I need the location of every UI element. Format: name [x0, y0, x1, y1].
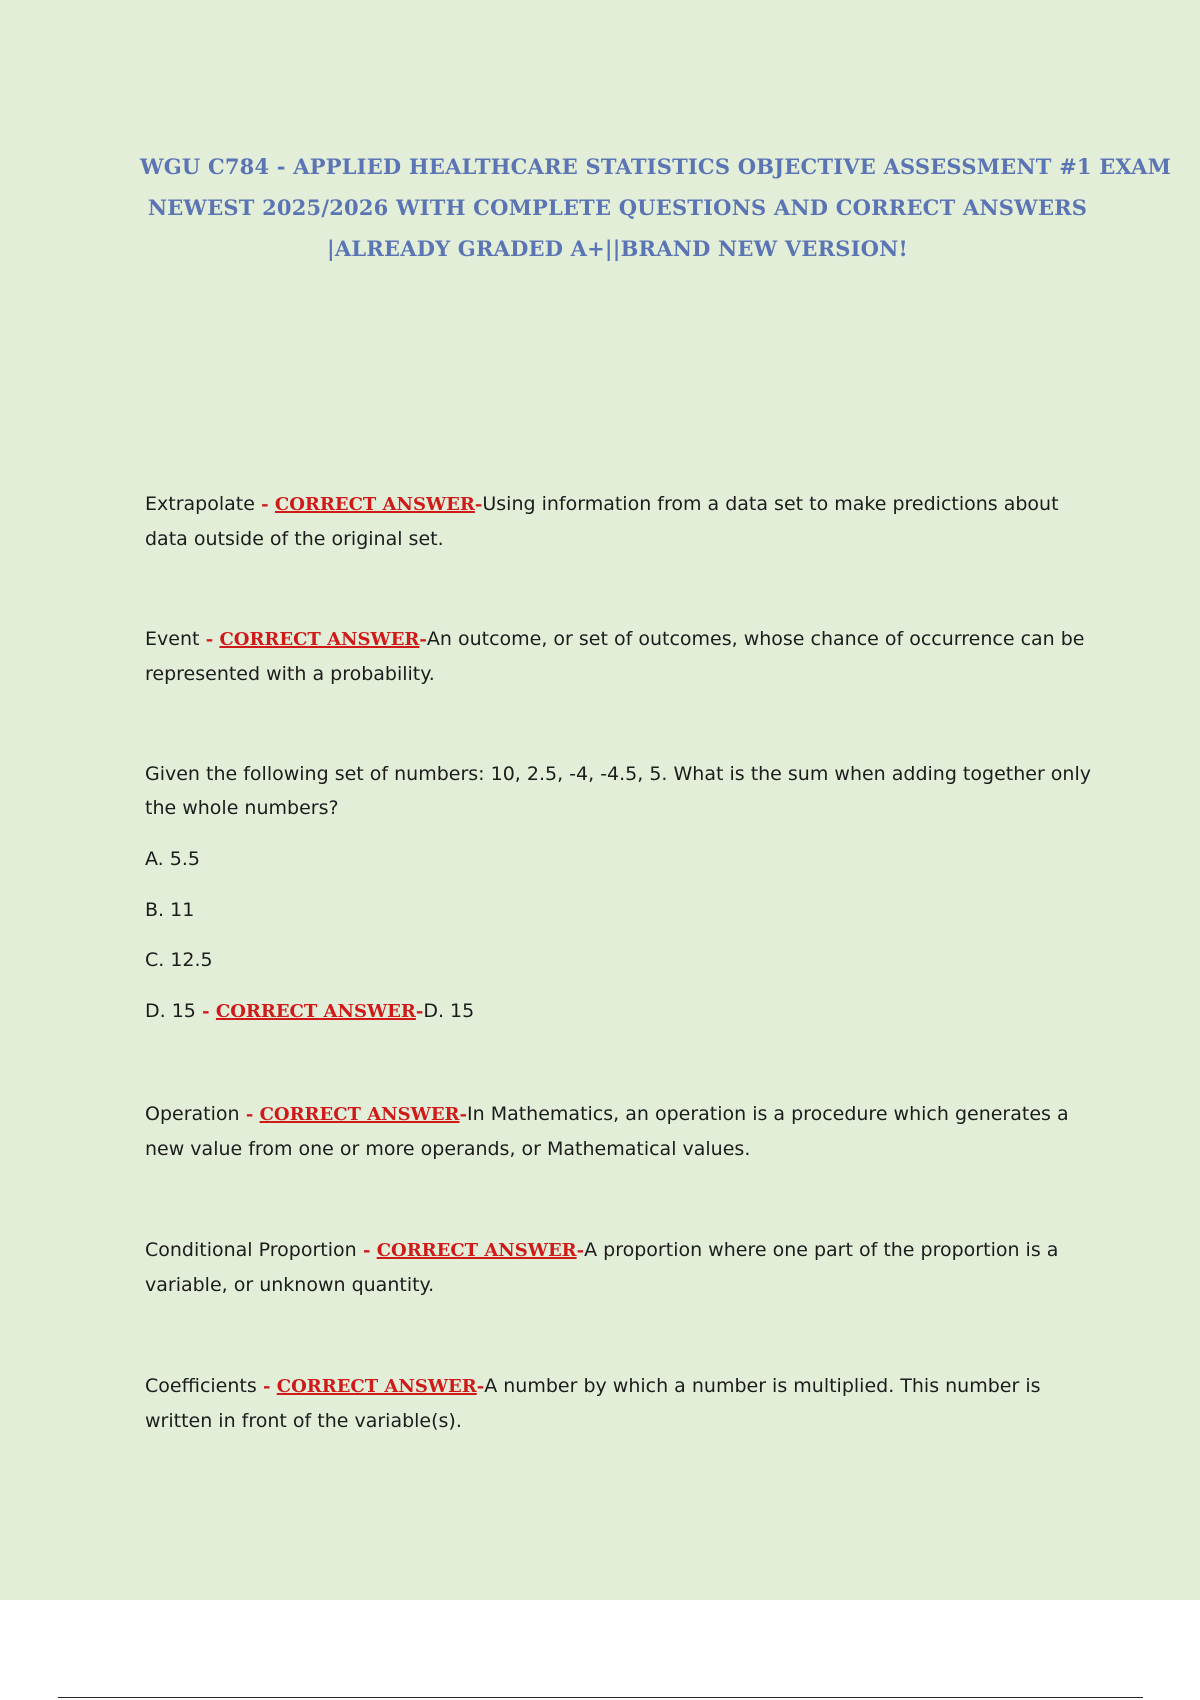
option-d-text: D. 15: [145, 1000, 196, 1022]
answer-text: An outcome, or set of outcomes, whose chance of occurrence can be represented with a probability.: [145, 628, 1085, 685]
term: Operation: [145, 1103, 240, 1125]
term: Extrapolate: [145, 493, 255, 515]
answer-text: A proportion where one part of the proportion is a variable, or unknown quantity.: [145, 1239, 1059, 1296]
qa-entry-extrapolate: [145, 487, 1095, 556]
option-b: B. 11: [145, 899, 195, 921]
answer-text: In Mathematics, an operation is a procedure which generates a new value from one or more operands, or Mathematical values.: [145, 1103, 1069, 1160]
qa-entry-operation: [145, 1097, 1095, 1166]
qa-entry-question: [145, 757, 1095, 825]
title-line-2: NEWEST 2025/2026 WITH COMPLETE QUESTIONS AND CORRECT ANSWERS: [147, 195, 1088, 220]
qa-entry-conditional-proportion: [145, 1233, 1095, 1302]
qa-entry-coefficients: [145, 1369, 1095, 1438]
term: Event: [145, 628, 200, 650]
term: Coefficients: [145, 1375, 257, 1397]
correct-answer-marker: - CORRECT ANSWER-: [199, 629, 427, 650]
option-d: [145, 994, 474, 1029]
option-c: C. 12.5: [145, 949, 213, 971]
title-line-1: WGU C784 - APPLIED HEALTHCARE STATISTICS OBJECTIVE ASSESSMENT #1 EXAM: [140, 154, 1172, 179]
correct-answer-marker: - CORRECT ANSWER-: [254, 494, 483, 515]
answer-text: D. 15: [423, 1000, 475, 1022]
question-text: Given the following set of numbers: 10, 2.5, -4, -4.5, 5. What is the sum when adding together only the whole numbers?: [145, 763, 1091, 819]
term: Conditional Proportion: [145, 1239, 357, 1261]
correct-answer-marker: - CORRECT ANSWER-: [195, 1001, 424, 1022]
answer-text: Using information from a data set to make predictions about data outside of the original set.: [145, 493, 1059, 550]
correct-answer-marker: - CORRECT ANSWER-: [256, 1376, 485, 1397]
document-title: [140, 146, 1172, 269]
correct-answer-marker: - CORRECT ANSWER-: [356, 1240, 585, 1261]
qa-entry-event: [145, 622, 1095, 691]
title-line-3: |ALREADY GRADED A+||BRAND NEW VERSION!: [327, 236, 908, 261]
answer-text: A number by which a number is multiplied. This number is written in front of the variable(s).: [145, 1375, 1041, 1432]
correct-answer-marker: - CORRECT ANSWER-: [239, 1104, 468, 1125]
footer-divider: [58, 1697, 1143, 1698]
option-a: A. 5.5: [145, 848, 200, 870]
